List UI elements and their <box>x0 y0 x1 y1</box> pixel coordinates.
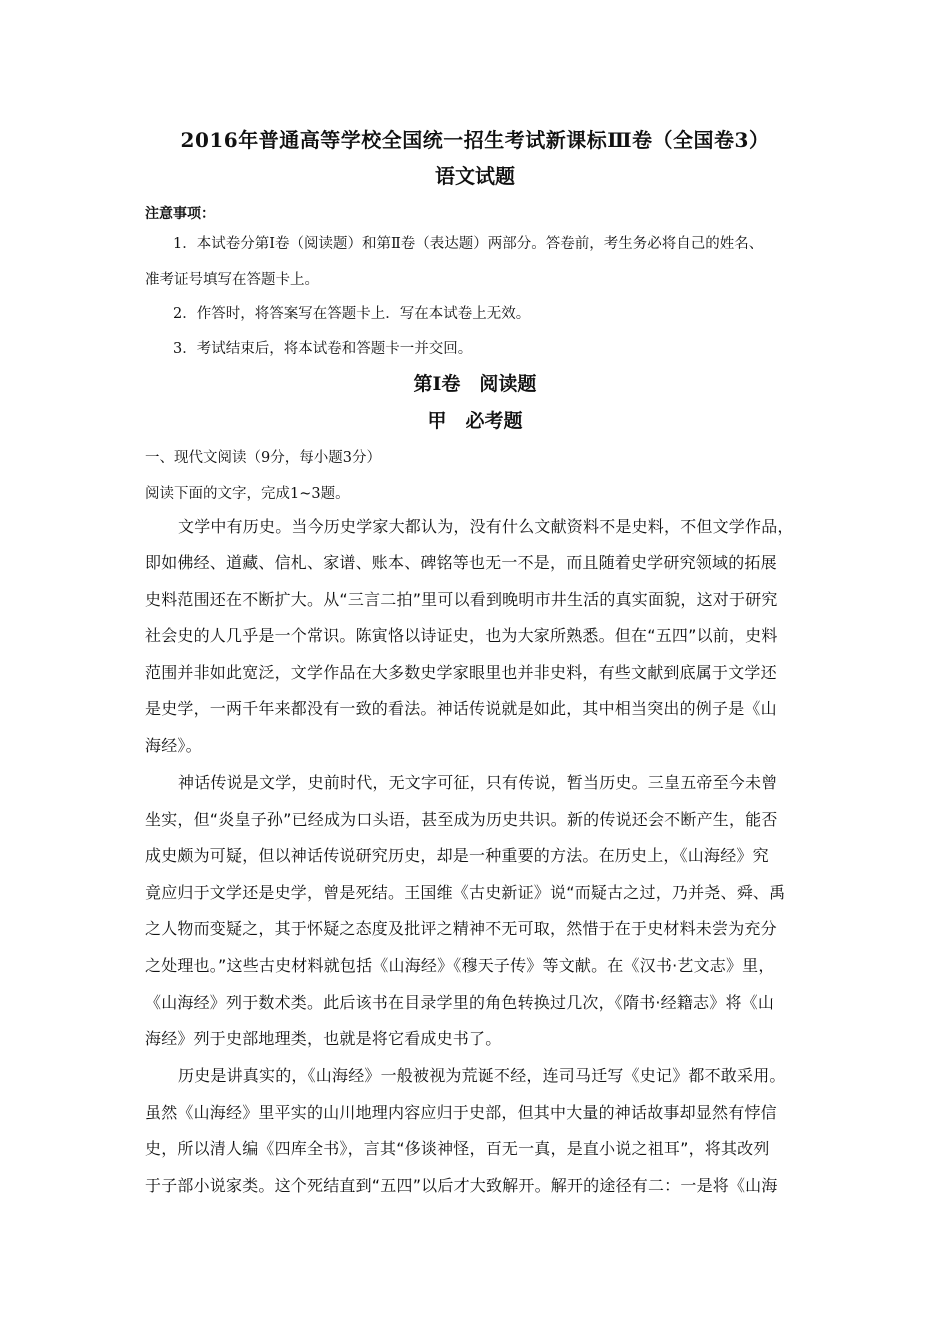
passage-line: 历史是讲真实的，《山海经》一般被视为荒诞不经，连司马迁写《史记》都不敢采用。 <box>178 1066 786 1085</box>
question-header: 一、现代文阅读（9分，每小题3分） <box>145 450 381 466</box>
passage-line: 坐实，但“炎皇子孙”已经成为口头语，甚至成为历史共识。新的传说还会不断产生，能否 <box>145 810 778 829</box>
passage-line: 成史颇为可疑，但以神话传说研究历史，却是一种重要的方法。在历史上，《山海经》究 <box>145 846 769 865</box>
notice-line: 1．本试卷分第Ⅰ卷（阅读题）和第Ⅱ卷（表达题）两部分。答卷前，考生务必将自己的姓名、 <box>173 236 764 252</box>
passage-line: 之人物而变疑之，其于怀疑之态度及批评之精神不无可取，然惜于在于史材料未尝为充分 <box>145 919 777 938</box>
notice-heading: 注意事项： <box>145 206 215 222</box>
passage-line: 社会史的人几乎是一个常识。陈寅恪以诗证史，也为大家所熟悉。但在“五四”以前，史料 <box>145 626 778 645</box>
passage-line: 即如佛经、道藏、信札、家谱、账本、碑铭等也无一不是，而且随着史学研究领域的拓展 <box>145 553 777 572</box>
passage-line: 之处理也。”这些古史材料就包括《山海经》《穆天子传》等文献。在《汉书·艺文志》里， <box>145 956 775 975</box>
passage-line: 神话传说是文学，史前时代，无文字可征，只有传说，暂当历史。三皇五帝至今未曾 <box>178 773 778 792</box>
passage-line: 虽然《山海经》里平实的山川地理内容应归于史部，但其中大量的神话故事却显然有悖信 <box>145 1103 777 1122</box>
exam-title: 2016年普通高等学校全国统一招生考试新课标Ⅲ卷（全国卷3） <box>180 128 770 152</box>
passage-line: 史料范围还在不断扩大。从“三言二拍”里可以看到晚明市井生活的真实面貌，这对于研究 <box>145 590 778 609</box>
notice-line: 2．作答时，将答案写在答题卡上．写在本试卷上无效。 <box>173 306 531 322</box>
passage-line: 于子部小说家类。这个死结直到“五四”以后才大致解开。解开的途径有二：一是将《山海 <box>145 1176 778 1195</box>
instruction: 阅读下面的文字，完成1~3题。 <box>145 486 350 502</box>
exam-subtitle: 语文试题 <box>435 164 515 188</box>
passage-line: 海经》列于史部地理类，也就是将它看成史书了。 <box>145 1029 502 1048</box>
passage-line: 竟应归于文学还是史学，曾是死结。王国维《古史新证》说“而疑古之过，乃并尧、舜、禹 <box>145 883 786 902</box>
passage-line: 史，所以清人编《四库全书》，言其“侈谈神怪，百无一真，是直小说之祖耳”，将其改列 <box>145 1139 770 1158</box>
passage-line: 海经》。 <box>145 736 202 755</box>
notice-line: 3．考试结束后，将本试卷和答题卡一并交回。 <box>173 341 473 357</box>
passage-line: 范围并非如此宽泛，文学作品在大多数史学家眼里也并非史料，有些文献到底属于文学还 <box>145 663 777 682</box>
sub-title: 甲 必考题 <box>427 410 523 432</box>
part-title: 第Ⅰ卷 阅读题 <box>413 373 537 395</box>
passage-line: 文学中有历史。当今历史学家大都认为，没有什么文献资料不是史料，不但文学作品， <box>178 517 794 536</box>
passage-line: 是史学，一两千年来都没有一致的看法。神话传说就是如此，其中相当突出的例子是《山 <box>145 699 777 718</box>
notice-line: 准考证号填写在答题卡上。 <box>145 272 319 288</box>
passage-line: 《山海经》列于数术类。此后该书在目录学里的角色转换过几次，《隋书·经籍志》将《山 <box>145 993 775 1012</box>
